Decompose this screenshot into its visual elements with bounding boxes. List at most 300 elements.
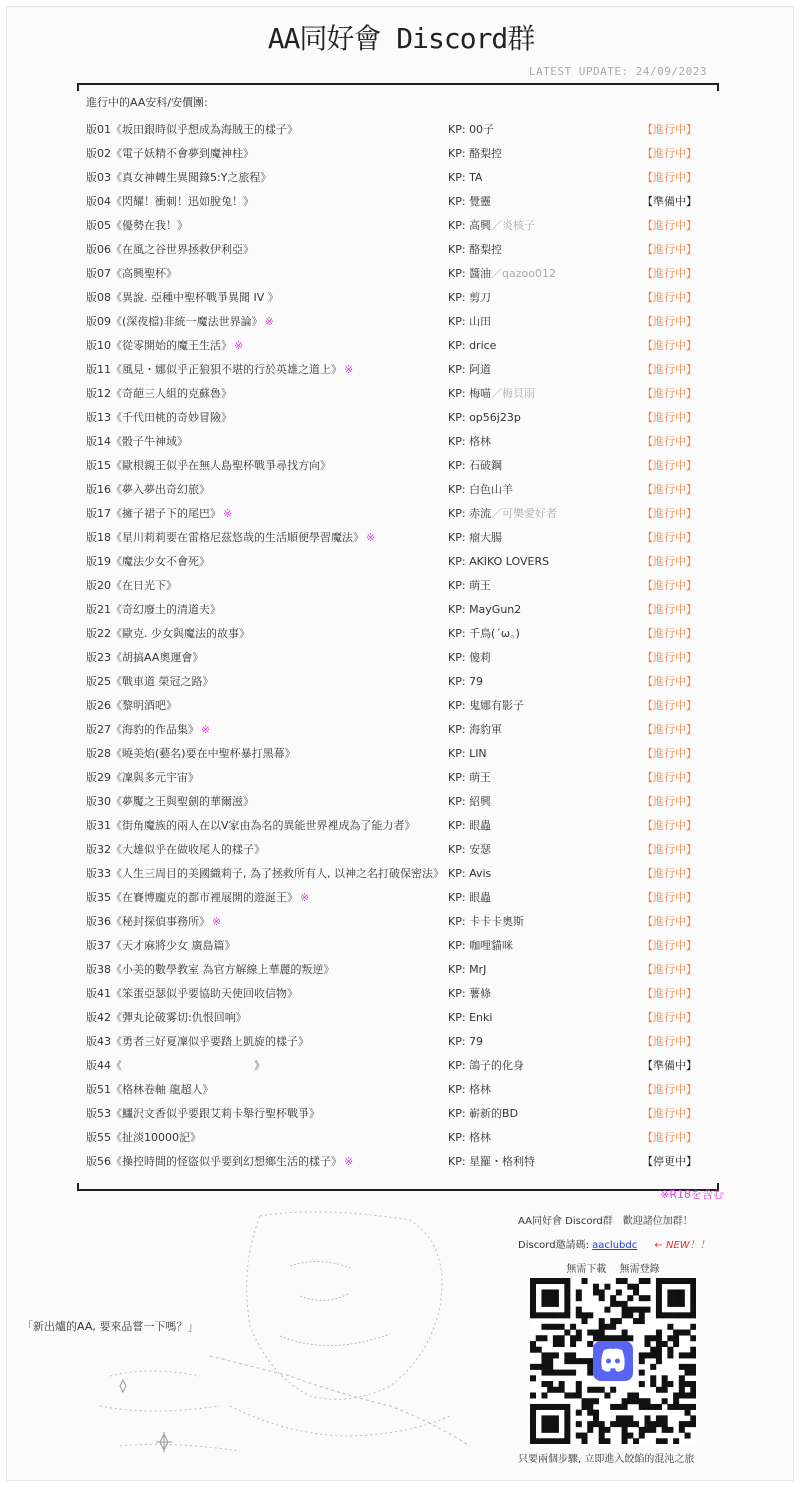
game-number: 版31 bbox=[86, 819, 111, 832]
game-name: 《街角魔族的兩人在以V家由為名的異能世界裡成為了能力者》 bbox=[111, 819, 416, 832]
kp-name: TA bbox=[469, 171, 483, 184]
kp-name: 嶄新的BD bbox=[469, 1107, 519, 1120]
r18-mark: ※ bbox=[223, 507, 233, 520]
status-badge: 【進行中】 bbox=[642, 555, 697, 568]
kp-cell bbox=[448, 886, 491, 910]
game-number: 版53 bbox=[86, 1107, 111, 1120]
game-number: 版10 bbox=[86, 339, 111, 352]
list-item bbox=[86, 1006, 697, 1030]
status-badge: 【進行中】 bbox=[642, 315, 697, 328]
game-name: 《勇者三好夏凜似乎要踏上凱旋的樣子》 bbox=[111, 1035, 309, 1048]
kp-name: LIN bbox=[469, 747, 487, 760]
game-name: 《風見・娜似乎正狼狽不堪的行於英雄之道上》 bbox=[111, 363, 342, 376]
game-title bbox=[86, 478, 210, 502]
kp-prefix: KP: bbox=[448, 411, 466, 424]
game-name: 《異說. 亞種中聖杯戰爭異聞 IV 》 bbox=[111, 291, 279, 304]
game-name: 《奇幻廢土的清道夫》 bbox=[111, 603, 221, 616]
game-title bbox=[86, 670, 214, 694]
kp-name: 酪梨控 bbox=[469, 147, 503, 160]
r18-mark: ※ bbox=[201, 723, 211, 736]
kp-name: MayGun2 bbox=[469, 603, 522, 616]
game-title bbox=[86, 310, 274, 334]
kp-cell bbox=[448, 982, 491, 1006]
game-name: 《彈丸论破雾切:仇恨回响》 bbox=[111, 1011, 247, 1024]
kp-name: 79 bbox=[469, 675, 484, 688]
status-badge: 【進行中】 bbox=[642, 651, 697, 664]
kp-cell bbox=[448, 1078, 491, 1102]
status-badge: 【進行中】 bbox=[642, 459, 697, 472]
game-title bbox=[86, 1030, 309, 1054]
list-item bbox=[86, 550, 697, 574]
kp-name: 高興 bbox=[469, 219, 492, 232]
game-number: 版15 bbox=[86, 459, 111, 472]
game-name: 《坂田銀時似乎想成為海賊王的樣子》 bbox=[111, 123, 298, 136]
kp-cell bbox=[448, 478, 513, 502]
game-number: 版04 bbox=[86, 195, 111, 208]
kp-prefix: KP: bbox=[448, 195, 466, 208]
game-name: 《凜與多元宇宙》 bbox=[111, 771, 199, 784]
status-badge: 【進行中】 bbox=[642, 507, 697, 520]
status-badge: 【進行中】 bbox=[642, 243, 697, 256]
discord-icon bbox=[593, 1341, 633, 1381]
qr-code[interactable] bbox=[530, 1278, 696, 1444]
game-title bbox=[86, 910, 221, 934]
kp-name: 酪梨控 bbox=[469, 243, 503, 256]
kp-prefix: KP: bbox=[448, 579, 466, 592]
game-title bbox=[86, 1126, 201, 1150]
list-item bbox=[86, 262, 697, 286]
game-title bbox=[86, 454, 331, 478]
kp-name: 白色山羊 bbox=[469, 483, 514, 496]
game-name: 《優勢在我！》 bbox=[111, 219, 188, 232]
status-badge: 【進行中】 bbox=[642, 291, 697, 304]
game-list bbox=[86, 118, 697, 1174]
game-title bbox=[86, 190, 254, 214]
invite-label: Discord邀請碼: bbox=[518, 1240, 589, 1251]
list-item bbox=[86, 478, 697, 502]
list-item bbox=[86, 526, 697, 550]
status-badge: 【進行中】 bbox=[642, 747, 697, 760]
kp-cell bbox=[448, 1102, 518, 1126]
game-name: 《曉美焰(藝名)要在中聖杯暴打黑幕》 bbox=[111, 747, 296, 760]
game-name: 《高興聖杯》 bbox=[111, 267, 177, 280]
kp-name: 79 bbox=[469, 1035, 484, 1048]
game-number: 版29 bbox=[86, 771, 111, 784]
kp-prefix: KP: bbox=[448, 651, 466, 664]
page-title: AA同好會 Discord群 bbox=[267, 22, 535, 55]
new-badge: ← NEW！！ bbox=[654, 1240, 710, 1251]
game-title bbox=[86, 502, 232, 526]
list-item bbox=[86, 1078, 697, 1102]
kp-name: 山田 bbox=[469, 315, 492, 328]
list-item bbox=[86, 238, 697, 262]
kp-cell bbox=[448, 190, 491, 214]
kp-name: 千鳥(´ω。) bbox=[469, 627, 520, 640]
kp-cell bbox=[448, 1126, 491, 1150]
kp-name: 卡卡卡奧斯 bbox=[469, 915, 525, 928]
list-item bbox=[86, 718, 697, 742]
status-badge: 【進行中】 bbox=[642, 723, 697, 736]
list-item bbox=[86, 382, 697, 406]
game-number: 版27 bbox=[86, 723, 111, 736]
status-badge: 【進行中】 bbox=[642, 987, 697, 1000]
game-name: 《 》 bbox=[111, 1059, 265, 1072]
kp-name: 萌王 bbox=[469, 771, 492, 784]
kp-cell bbox=[448, 574, 491, 598]
game-number: 版25 bbox=[86, 675, 111, 688]
kp-prefix: KP: bbox=[448, 459, 466, 472]
game-name: 《夢入夢出奇幻旅》 bbox=[111, 483, 210, 496]
game-name: 《操控時間的怪盜似乎要到幻想鄉生活的樣子》 bbox=[111, 1155, 342, 1168]
kp-prefix: KP: bbox=[448, 171, 466, 184]
game-name: 《在賽博龐克的都市裡展開的遊涎王》 bbox=[111, 891, 298, 904]
kp-prefix: KP: bbox=[448, 483, 466, 496]
game-title bbox=[86, 982, 298, 1006]
kp-name: 眼蟲 bbox=[469, 819, 492, 832]
kp-name: 石破鋼 bbox=[469, 459, 503, 472]
kp-cell bbox=[448, 790, 491, 814]
kp-name: 梅喵 bbox=[469, 387, 492, 400]
status-badge: 【進行中】 bbox=[642, 267, 697, 280]
kp-prefix: KP: bbox=[448, 771, 466, 784]
status-badge: 【進行中】 bbox=[642, 531, 697, 544]
kp-name: 醬油 bbox=[469, 267, 492, 280]
invite-line bbox=[518, 1236, 710, 1251]
list-item bbox=[86, 406, 697, 430]
kp-cell bbox=[448, 406, 521, 430]
game-name: 《胡搞AA奧運會》 bbox=[111, 651, 204, 664]
r18-mark: ※ bbox=[212, 915, 222, 928]
kp-name: op56j23p bbox=[469, 411, 521, 424]
kp-name: AKIKO LOVERS bbox=[469, 555, 550, 568]
game-name: 《扯淡10000記》 bbox=[111, 1131, 201, 1144]
kp-name: 剪刀 bbox=[469, 291, 492, 304]
kp-prefix: KP: bbox=[448, 867, 466, 880]
list-item bbox=[86, 790, 697, 814]
kp-name: 傻莉 bbox=[469, 651, 492, 664]
status-badge: 【進行中】 bbox=[642, 219, 697, 232]
game-name: 《天才麻將少女 廣島篇》 bbox=[111, 939, 236, 952]
kp-prefix: KP: bbox=[448, 1059, 466, 1072]
game-title bbox=[86, 118, 298, 142]
game-number: 版17 bbox=[86, 507, 111, 520]
game-title bbox=[86, 238, 254, 262]
kp-prefix: KP: bbox=[448, 1011, 466, 1024]
list-item bbox=[86, 502, 697, 526]
game-number: 版05 bbox=[86, 219, 111, 232]
game-name: 《歐根親王似乎在無人島聖杯戰爭尋找方向》 bbox=[111, 459, 331, 472]
kp-cell bbox=[448, 598, 521, 622]
kp-prefix: KP: bbox=[448, 1155, 466, 1168]
game-title bbox=[86, 1150, 353, 1174]
kp-cell bbox=[448, 910, 524, 934]
kp-name: 紹興 bbox=[469, 795, 492, 808]
kp-prefix: KP: bbox=[448, 747, 466, 760]
status-badge: 【進行中】 bbox=[642, 699, 697, 712]
game-number: 版26 bbox=[86, 699, 111, 712]
list-item bbox=[86, 118, 697, 142]
list-item bbox=[86, 670, 697, 694]
game-number: 版33 bbox=[86, 867, 111, 880]
game-title bbox=[86, 862, 444, 886]
kp-name: 格林 bbox=[469, 435, 492, 448]
kp-prefix: KP: bbox=[448, 723, 466, 736]
game-number: 版56 bbox=[86, 1155, 111, 1168]
kp-cell bbox=[448, 646, 491, 670]
list-item bbox=[86, 838, 697, 862]
game-number: 版09 bbox=[86, 315, 111, 328]
kp-cell bbox=[448, 934, 513, 958]
game-title bbox=[86, 1054, 265, 1078]
game-number: 版13 bbox=[86, 411, 111, 424]
status-badge: 【進行中】 bbox=[642, 435, 697, 448]
list-item bbox=[86, 358, 697, 382]
status-badge: 【進行中】 bbox=[642, 147, 697, 160]
kp-cell bbox=[448, 334, 496, 358]
game-number: 版02 bbox=[86, 147, 111, 160]
list-item bbox=[86, 934, 697, 958]
list-item bbox=[86, 646, 697, 670]
status-badge: 【進行中】 bbox=[642, 963, 697, 976]
game-title bbox=[86, 286, 279, 310]
game-name: 《千代田桃的奇妙冒險》 bbox=[111, 411, 232, 424]
status-badge: 【進行中】 bbox=[642, 1107, 697, 1120]
status-badge: 【進行中】 bbox=[642, 363, 697, 376]
kp-prefix: KP: bbox=[448, 843, 466, 856]
game-number: 版55 bbox=[86, 1131, 111, 1144]
list-item bbox=[86, 574, 697, 598]
r18-mark: ※ bbox=[300, 891, 310, 904]
game-number: 版38 bbox=[86, 963, 111, 976]
status-badge: 【進行中】 bbox=[642, 843, 697, 856]
welcome-text: AA同好會 Discord群 歡迎諸位加群！ bbox=[518, 1216, 693, 1227]
game-name: 《黎明酒吧》 bbox=[111, 699, 177, 712]
kp-prefix: KP: bbox=[448, 795, 466, 808]
kp-name: 格林 bbox=[469, 1083, 492, 1096]
game-name: 《真女神轉生異聞錄5:Y之旅程》 bbox=[111, 171, 272, 184]
game-title bbox=[86, 1078, 214, 1102]
kp-prefix: KP: bbox=[448, 123, 466, 136]
kp-cell bbox=[448, 694, 524, 718]
status-badge: 【進行中】 bbox=[642, 1083, 697, 1096]
game-number: 版36 bbox=[86, 915, 111, 928]
game-number: 版51 bbox=[86, 1083, 111, 1096]
game-name: 《人生三周目的美國織莉子, 為了拯救所有人, 以神之名打破保密法》 bbox=[111, 867, 444, 880]
game-number: 版28 bbox=[86, 747, 111, 760]
status-badge: 【進行中】 bbox=[642, 1131, 697, 1144]
game-name: 《海豹的作品集》 bbox=[111, 723, 199, 736]
kp-name: 萌王 bbox=[469, 579, 492, 592]
status-badge: 【進行中】 bbox=[642, 819, 697, 832]
list-item bbox=[86, 190, 697, 214]
list-item bbox=[86, 958, 697, 982]
kp-name: 鬼娜有影子 bbox=[469, 699, 525, 712]
kp-prefix: KP: bbox=[448, 915, 466, 928]
game-name: 《從零開始的魔王生活》 bbox=[111, 339, 232, 352]
kp-cell bbox=[448, 838, 491, 862]
kp-name: 海豹軍 bbox=[469, 723, 503, 736]
status-badge: 【進行中】 bbox=[642, 411, 697, 424]
game-name: 《骰子牛神域》 bbox=[111, 435, 188, 448]
game-number: 版11 bbox=[86, 363, 111, 376]
kp-name: 00子 bbox=[469, 123, 495, 136]
kp-prefix: KP: bbox=[448, 987, 466, 1000]
game-title bbox=[86, 814, 416, 838]
kp-cell bbox=[448, 454, 502, 478]
kp-prefix: KP: bbox=[448, 267, 466, 280]
game-title bbox=[86, 1006, 247, 1030]
game-title bbox=[86, 646, 203, 670]
game-name: 《秘封探偵事務所》 bbox=[111, 915, 210, 928]
game-name: 《歐克. 少女與魔法的故事》 bbox=[111, 627, 250, 640]
r18-mark: ※ bbox=[234, 339, 244, 352]
kp-name: 格林 bbox=[469, 1131, 492, 1144]
game-number: 版12 bbox=[86, 387, 111, 400]
list-item bbox=[86, 886, 697, 910]
game-title bbox=[86, 166, 271, 190]
status-badge: 【進行中】 bbox=[642, 339, 697, 352]
kp-prefix: KP: bbox=[448, 939, 466, 952]
no-download-note: 無需下載 無需登錄 bbox=[566, 1264, 660, 1275]
game-number: 版44 bbox=[86, 1059, 111, 1072]
game-title bbox=[86, 886, 309, 910]
game-name: 《格林卷軸 龍超人》 bbox=[111, 1083, 214, 1096]
kp-name: drice bbox=[469, 339, 497, 352]
invite-code-link[interactable]: aaclubdc bbox=[592, 1240, 638, 1251]
list-intro: 進行中的AA安科/安價團: bbox=[86, 96, 208, 109]
game-name: 《在日光下》 bbox=[111, 579, 177, 592]
kp-cell bbox=[448, 118, 494, 142]
list-item bbox=[86, 1054, 697, 1078]
kp-prefix: KP: bbox=[448, 363, 466, 376]
game-title bbox=[86, 622, 250, 646]
kp-name: Enki bbox=[469, 1011, 493, 1024]
status-badge: 【停更中】 bbox=[642, 1155, 697, 1168]
game-number: 版08 bbox=[86, 291, 111, 304]
game-name: 《夢魘之王與聖劍的華爾滋》 bbox=[111, 795, 254, 808]
kp-name: 咖哩貓咪 bbox=[469, 939, 514, 952]
game-number: 版32 bbox=[86, 843, 111, 856]
kp-cell bbox=[448, 526, 502, 550]
kp-cell bbox=[448, 214, 535, 238]
kp-cell bbox=[448, 550, 549, 574]
kp-prefix: KP: bbox=[448, 1083, 466, 1096]
kp-prefix: KP: bbox=[448, 147, 466, 160]
r18-note: ※R18を含む bbox=[660, 1188, 724, 1201]
status-badge: 【進行中】 bbox=[642, 891, 697, 904]
status-badge: 【準備中】 bbox=[642, 195, 697, 208]
game-number: 版03 bbox=[86, 171, 111, 184]
game-name: 《戰車道 榮冠之路》 bbox=[111, 675, 214, 688]
game-title bbox=[86, 142, 254, 166]
kp-name: 薯條 bbox=[469, 987, 492, 1000]
game-title bbox=[86, 934, 236, 958]
kp-prefix: KP: bbox=[448, 339, 466, 352]
kp-cell bbox=[448, 1006, 492, 1030]
kp-name: 赤流 bbox=[469, 507, 492, 520]
status-badge: 【進行中】 bbox=[642, 675, 697, 688]
game-number: 版19 bbox=[86, 555, 111, 568]
game-number: 版35 bbox=[86, 891, 111, 904]
game-title bbox=[86, 958, 335, 982]
game-number: 版18 bbox=[86, 531, 111, 544]
game-title bbox=[86, 526, 375, 550]
game-title bbox=[86, 766, 199, 790]
list-item bbox=[86, 598, 697, 622]
status-badge: 【進行中】 bbox=[642, 579, 697, 592]
kp-cell bbox=[448, 670, 483, 694]
status-badge: 【進行中】 bbox=[642, 1035, 697, 1048]
r18-mark: ※ bbox=[264, 315, 274, 328]
list-item bbox=[86, 1126, 697, 1150]
game-number: 版01 bbox=[86, 123, 111, 136]
kp-prefix: KP: bbox=[448, 963, 466, 976]
list-item bbox=[86, 1030, 697, 1054]
kp-name: Avis bbox=[469, 867, 492, 880]
kp-cell bbox=[448, 262, 556, 286]
kp-cell bbox=[448, 622, 520, 646]
kp-cell bbox=[448, 766, 491, 790]
kp-prefix: KP: bbox=[448, 603, 466, 616]
list-item bbox=[86, 334, 697, 358]
game-title bbox=[86, 358, 353, 382]
kp-prefix: KP: bbox=[448, 675, 466, 688]
status-badge: 【進行中】 bbox=[642, 1011, 697, 1024]
latest-update: LATEST UPDATE: 24/09/2023 bbox=[528, 65, 707, 78]
kp-prefix: KP: bbox=[448, 699, 466, 712]
r18-mark: ※ bbox=[344, 1155, 354, 1168]
game-name: 《星川莉莉要在雷格尼茲悠哉的生活順便學習魔法》 bbox=[111, 531, 364, 544]
kp-prefix: KP: bbox=[448, 1035, 466, 1048]
kp-prefix: KP: bbox=[448, 1131, 466, 1144]
status-badge: 【進行中】 bbox=[642, 771, 697, 784]
kp-cell bbox=[448, 430, 491, 454]
kp-cell bbox=[448, 238, 502, 262]
list-item bbox=[86, 742, 697, 766]
game-number: 版42 bbox=[86, 1011, 111, 1024]
r18-mark: ※ bbox=[344, 363, 354, 376]
ascii-art-illustration bbox=[90, 1206, 500, 1468]
game-number: 版07 bbox=[86, 267, 111, 280]
list-item bbox=[86, 622, 697, 646]
kp-cell bbox=[448, 814, 491, 838]
status-badge: 【進行中】 bbox=[642, 171, 697, 184]
status-badge: 【進行中】 bbox=[642, 795, 697, 808]
kp-prefix: KP: bbox=[448, 819, 466, 832]
game-title bbox=[86, 214, 188, 238]
game-number: 版37 bbox=[86, 939, 111, 952]
kp-cell bbox=[448, 862, 491, 886]
game-number: 版43 bbox=[86, 1035, 111, 1048]
list-item bbox=[86, 310, 697, 334]
game-number: 版20 bbox=[86, 579, 111, 592]
game-title bbox=[86, 430, 188, 454]
kp-name: 安瑟 bbox=[469, 843, 492, 856]
list-item bbox=[86, 766, 697, 790]
kp-name: 瘤大腸 bbox=[469, 531, 503, 544]
game-title bbox=[86, 574, 177, 598]
kp-name: MrJ bbox=[469, 963, 487, 976]
game-number: 版30 bbox=[86, 795, 111, 808]
kp-name: 鴿子的化身 bbox=[469, 1059, 525, 1072]
list-item bbox=[86, 166, 697, 190]
game-name: 《笨蛋亞瑟似乎要協助天使回收信物》 bbox=[111, 987, 298, 1000]
game-title bbox=[86, 262, 177, 286]
ascii-caption: 「新出爐的AA, 要來品嘗一下嗎？」 bbox=[22, 1320, 199, 1333]
footer-text: 只要兩個步驟, 立即進入餃餡的混沌之旅 bbox=[518, 1454, 695, 1465]
game-title bbox=[86, 790, 254, 814]
game-number: 版23 bbox=[86, 651, 111, 664]
